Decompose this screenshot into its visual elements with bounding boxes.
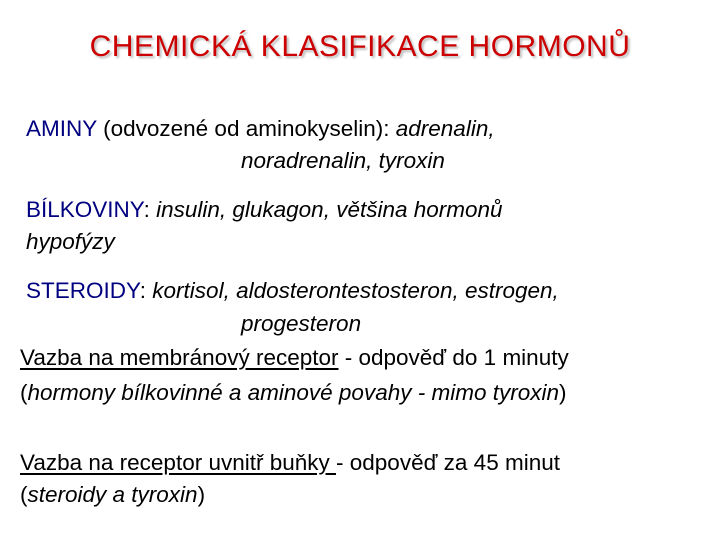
vazba-membrana-heading: Vazba na membránový receptor [20, 345, 339, 370]
aminy-examples-2: noradrenalin, tyroxin [241, 148, 445, 173]
paren-open: ( [20, 380, 28, 405]
vazba-bunka-heading: Vazba na receptor uvnitř buňky [20, 450, 337, 475]
bilkoviny-examples-1: insulin, glukagon, většina hormonů [156, 197, 503, 222]
vazba-bunka-line [20, 449, 560, 477]
bilkoviny-examples-2: hypofýzy [26, 229, 115, 254]
vazba-bunka-detail-line [20, 481, 205, 509]
aminy-examples-1: adrenalin, [395, 116, 495, 141]
steroidy-line-1 [26, 277, 559, 305]
aminy-note: (odvozené od aminokyselin): [96, 116, 396, 141]
aminy-line-1 [26, 115, 495, 143]
paren-close: ) [197, 482, 206, 507]
bilkoviny-label: BÍLKOVINY [26, 197, 144, 222]
slide-title: CHEMICKÁ KLASIFIKACE HORMONŮ [89, 30, 631, 63]
steroidy-colon: : [139, 278, 153, 303]
vazba-membrana-detail: hormony bílkovinné a aminové povahy - mimo tyroxin [27, 380, 559, 405]
aminy-label: AMINY [26, 116, 97, 141]
vazba-membrana-line [20, 344, 569, 372]
vazba-membrana-response: - odpověď do 1 minuty [338, 345, 569, 370]
steroidy-label: STEROIDY [26, 278, 140, 303]
bilkoviny-colon: : [143, 197, 157, 222]
vazba-bunka-detail: steroidy a tyroxin [27, 482, 198, 507]
vazba-bunka-response: - odpověď za 45 minut [336, 450, 560, 475]
steroidy-examples-1: kortisol, aldosterontestosteron, estrogen, [152, 278, 559, 303]
paren-open: ( [20, 482, 28, 507]
steroidy-examples-2: progesteron [241, 311, 362, 336]
paren-close: ) [559, 380, 567, 405]
bilkoviny-line-1 [26, 196, 503, 224]
vazba-membrana-detail-line [20, 379, 567, 407]
